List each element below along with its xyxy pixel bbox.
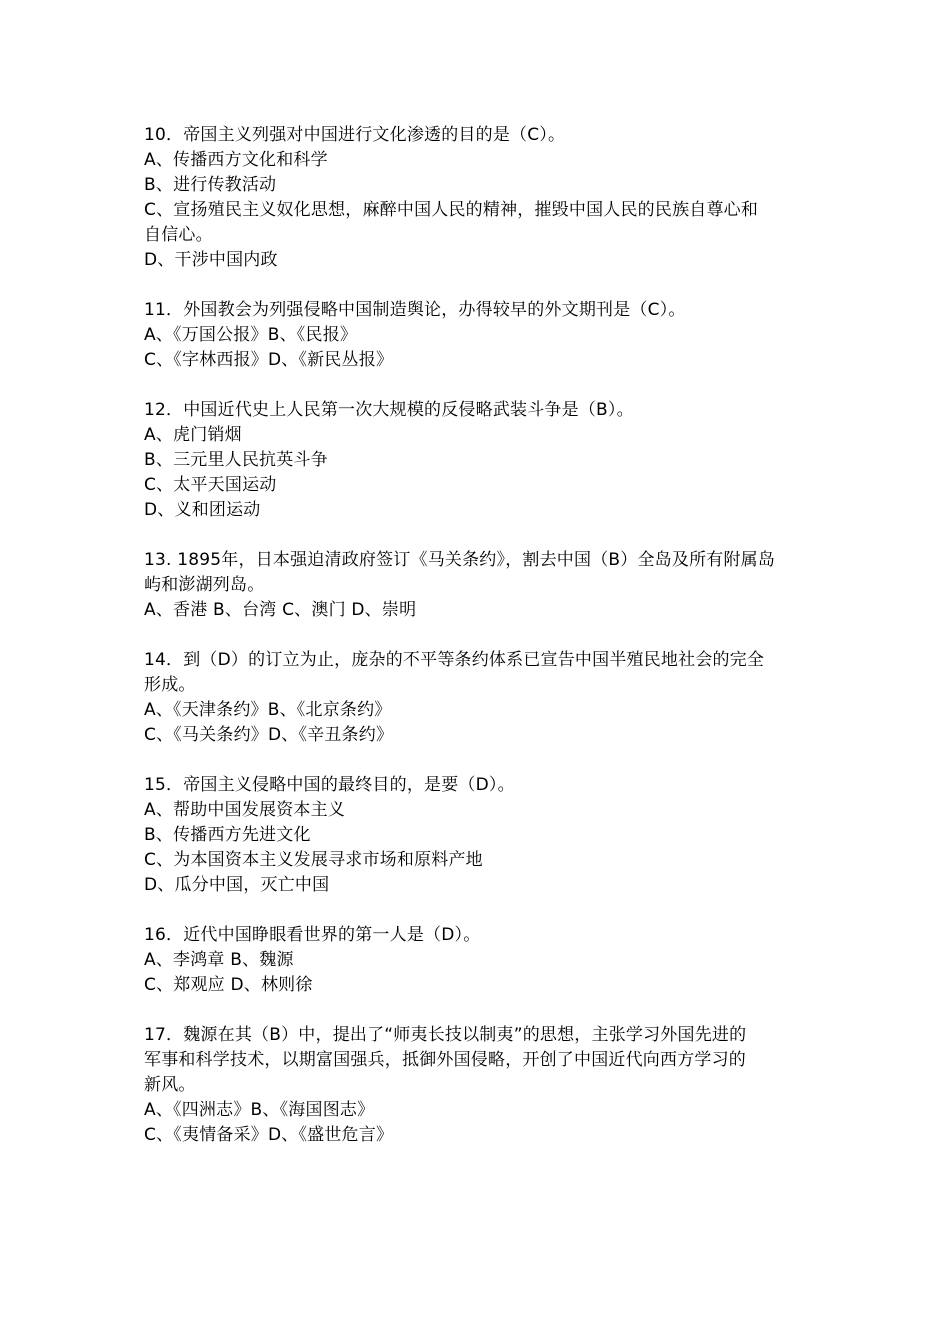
question-stem: 11．外国教会为列强侵略中国制造舆论，办得较早的外文期刊是（C）。 xyxy=(144,300,686,320)
option-c-d: C、郑观应 D、林则徐 xyxy=(144,975,313,995)
option-b: B、传播西方先进文化 xyxy=(144,825,311,845)
question-list xyxy=(144,123,810,1173)
question-12 xyxy=(144,398,810,523)
question-stem: 13. 1895年，日本强迫清政府签订《马关条约》，割去中国（B）全岛及所有附属岛 xyxy=(144,550,776,570)
question-11 xyxy=(144,298,810,373)
option-d: D、义和团运动 xyxy=(144,500,261,520)
question-stem-continued: 形成。 xyxy=(144,675,196,695)
question-stem-continued: 屿和澎湖列岛。 xyxy=(144,575,265,595)
option-c: C、为本国资本主义发展寻求市场和原料产地 xyxy=(144,850,483,870)
question-13 xyxy=(144,548,810,623)
option-c-d: C、《夷情备采》D、《盛世危言》 xyxy=(144,1125,394,1145)
option-c-d: C、《字林西报》D、《新民丛报》 xyxy=(144,350,394,370)
option-d: D、瓜分中国，灭亡中国 xyxy=(144,875,330,895)
options-a-to-d: A、香港 B、台湾 C、澳门 D、崇明 xyxy=(144,600,417,620)
option-a-b: A、李鸿章 B、魏源 xyxy=(144,950,294,970)
question-stem: 17．魏源在其（B）中，提出了“师夷长技以制夷”的思想，主张学习外国先进的 xyxy=(144,1025,747,1045)
question-15 xyxy=(144,773,810,898)
option-a-b: A、《万国公报》B、《民报》 xyxy=(144,325,358,345)
option-d: D、干涉中国内政 xyxy=(144,250,278,270)
question-16 xyxy=(144,923,810,998)
option-c-continued: 自信心。 xyxy=(144,225,213,245)
option-b: B、三元里人民抗英斗争 xyxy=(144,450,328,470)
option-a-b: A、《天津条约》B、《北京条约》 xyxy=(144,700,392,720)
question-14 xyxy=(144,648,810,748)
option-c: C、太平天国运动 xyxy=(144,475,277,495)
question-17 xyxy=(144,1023,810,1148)
option-a-b: A、《四洲志》B、《海国图志》 xyxy=(144,1100,375,1120)
question-stem: 14．到（D）的订立为止，庞杂的不平等条约体系已宣告中国半殖民地社会的完全 xyxy=(144,650,765,670)
option-c: C、宣扬殖民主义奴化思想，麻醉中国人民的精神，摧毁中国人民的民族自尊心和 xyxy=(144,200,759,220)
question-stem: 16．近代中国睁眼看世界的第一人是（D）。 xyxy=(144,925,481,945)
question-stem: 12．中国近代史上人民第一次大规模的反侵略武装斗争是（B）。 xyxy=(144,400,634,420)
question-10 xyxy=(144,123,810,273)
question-stem-continued: 新风。 xyxy=(144,1075,196,1095)
option-a: A、帮助中国发展资本主义 xyxy=(144,800,346,820)
option-b: B、进行传教活动 xyxy=(144,175,277,195)
option-c-d: C、《马关条约》D、《辛丑条约》 xyxy=(144,725,394,745)
question-stem-continued: 军事和科学技术，以期富国强兵，抵御外国侵略，开创了中国近代向西方学习的 xyxy=(144,1050,746,1070)
option-a: A、传播西方文化和科学 xyxy=(144,150,328,170)
question-stem: 10．帝国主义列强对中国进行文化渗透的目的是（C）。 xyxy=(144,125,566,145)
option-a: A、虎门销烟 xyxy=(144,425,242,445)
question-stem: 15．帝国主义侵略中国的最终目的，是要（D）。 xyxy=(144,775,515,795)
